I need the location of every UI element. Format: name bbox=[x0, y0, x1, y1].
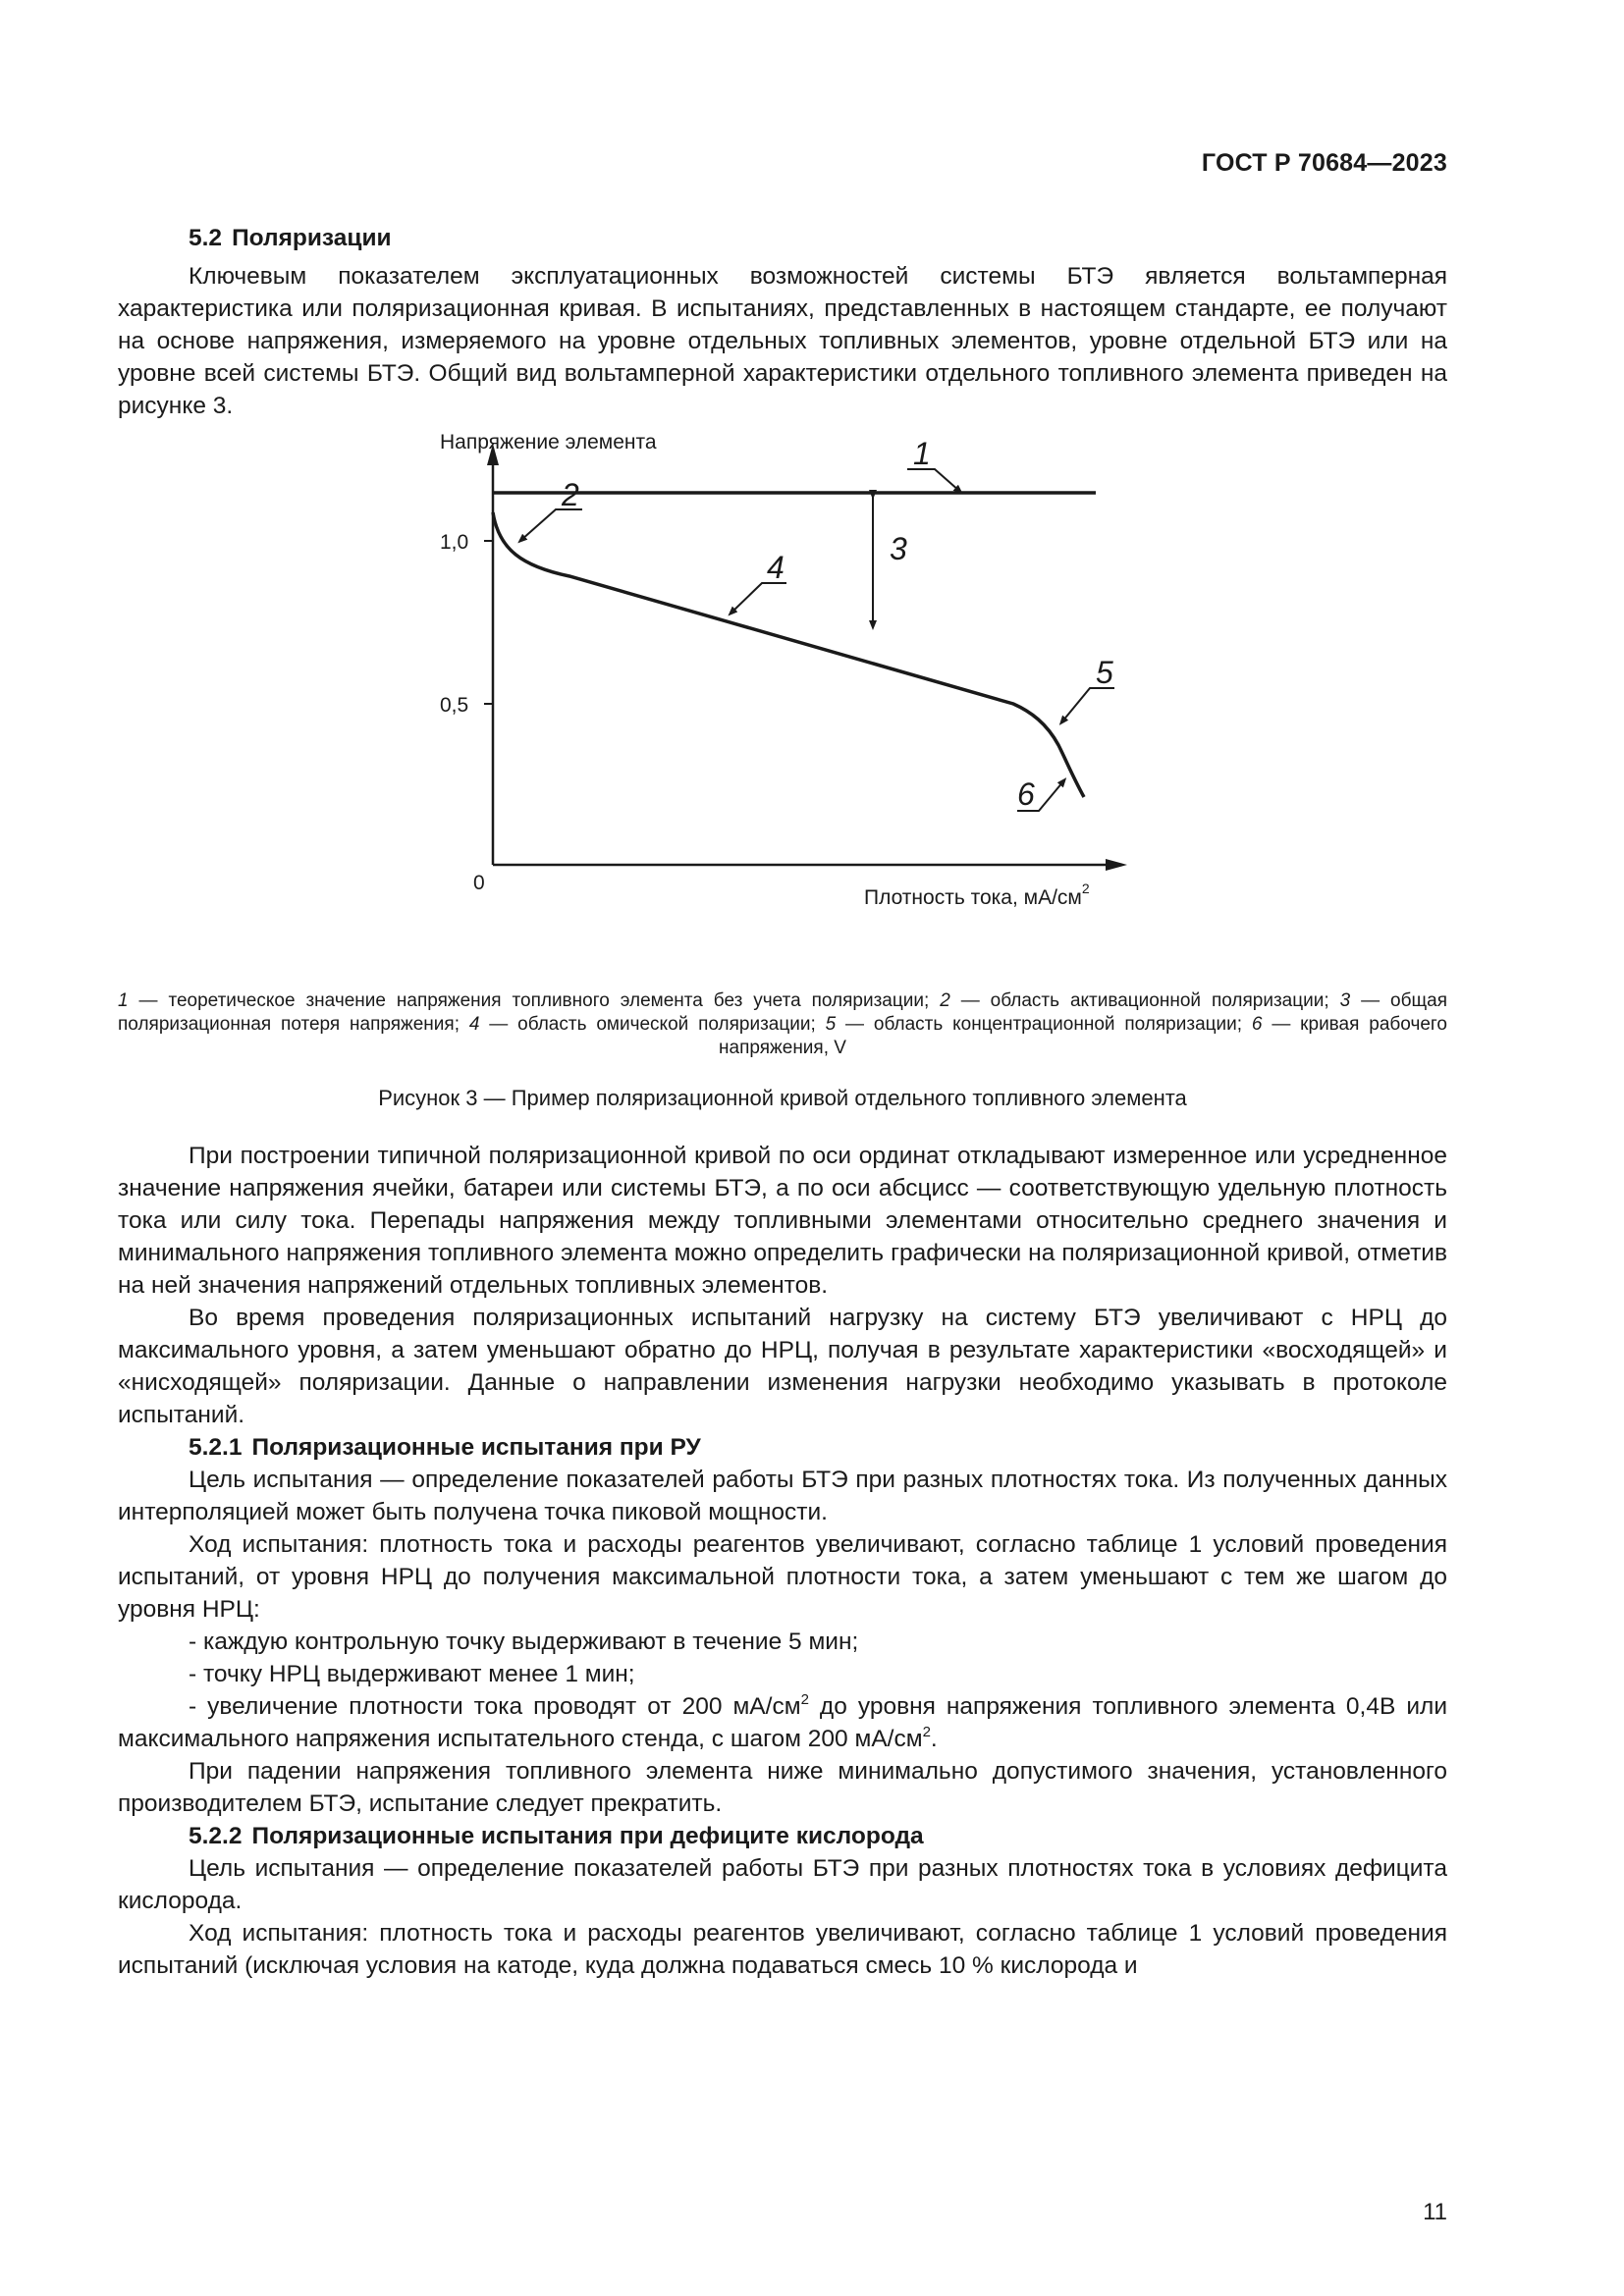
callout-1: 1 bbox=[913, 436, 931, 471]
list-item-3-part-a: - увеличение плотности тока проводят от 200 мА/см bbox=[189, 1693, 801, 1720]
y-axis-label: Напряжение элемента bbox=[440, 431, 657, 454]
document-header: ГОСТ Р 70684—2023 bbox=[1201, 149, 1447, 177]
polarization-chart bbox=[118, 430, 1447, 989]
polarization-curve bbox=[493, 512, 1084, 797]
polarization-figure bbox=[118, 430, 1447, 989]
x-axis-label-sup: 2 bbox=[1081, 881, 1090, 896]
legend-num-6: 6 bbox=[1251, 1014, 1263, 1035]
callout-4: 4 bbox=[767, 550, 785, 585]
list-item-3-part-c: . bbox=[930, 1726, 938, 1752]
subsection-1-paragraph-2: Ход испытания: плотность тока и расходы реагентов увеличивают, согласно таблице 1 условий проведения испытаний, от уровня НРЦ до получения максимальной плотности тока, а затем уменьшают с тем же шагом до уровня НРЦ: bbox=[118, 1531, 1447, 1623]
section-title: Поляризации bbox=[232, 225, 392, 251]
legend-text-3: — общая поляризационная потеря напряжения; bbox=[118, 990, 1447, 1035]
subsection-2-paragraph-1: Цель испытания — определение показателей работы БТЭ при разных плотностях тока в условиях дефицита кислорода. bbox=[118, 1855, 1447, 1914]
list-item-3-sup-1: 2 bbox=[800, 1691, 809, 1708]
figure-legend bbox=[118, 989, 1447, 1060]
list-item-2: - точку НРЦ выдерживают менее 1 мин; bbox=[189, 1661, 635, 1687]
subsection-number-2: 5.2.2 bbox=[189, 1823, 243, 1849]
section-number: 5.2 bbox=[189, 225, 223, 251]
x-axis-arrow bbox=[1106, 859, 1127, 871]
subsection-1-paragraph-3: При падении напряжения топливного элемента ниже минимально допустимого значения, установленного производителем БТЭ, испытание следует прекратить. bbox=[118, 1758, 1447, 1817]
paragraph-after-figure-1: При построении типичной поляризационной кривой по оси ординат откладывают измеренное или усредненное значение напряжения ячейки, батареи или системы БТЭ, а по оси абсцисс — соответствующую удельную плотность тока или силу тока. Перепады напряжения между топливными элементами относительно среднего значения и минимального напряжения топливного элемента можно определить графически на поляризационной кривой, отметив на ней значения напряжений отдельных топливных элементов. bbox=[118, 1143, 1447, 1299]
intro-paragraph: Ключевым показателем эксплуатационных возможностей системы БТЭ является вольтамперная характеристика или поляризационная кривая. В испытаниях, представленных в настоящем стандарте, ее получают на основе напряжения, измеряемого на уровне отдельных топливных элементов, уровне отдельной БТЭ или на уровне всей системы БТЭ. Общий вид вольтамперной характеристики отдельного топливного элемента приведен на рисунке 3. bbox=[118, 263, 1447, 419]
figure-caption: Рисунок 3 — Пример поляризационной кривой отдельного топливного элемента bbox=[378, 1086, 1187, 1110]
callout-3: 3 bbox=[890, 531, 907, 566]
page-number: 11 bbox=[1423, 2199, 1447, 2225]
callout-leader-1 bbox=[907, 469, 959, 491]
callout-leader-4 bbox=[731, 583, 786, 613]
legend-text-2: — область активационной поляризации; bbox=[949, 990, 1340, 1011]
subsection-title-2: Поляризационные испытания при дефиците кислорода bbox=[251, 1823, 924, 1849]
legend-num-1: 1 bbox=[118, 990, 129, 1011]
y-tick-label-0-5: 0,5 bbox=[440, 694, 469, 717]
list-item-3-sup-2: 2 bbox=[922, 1724, 931, 1740]
callout-leader-5 bbox=[1062, 688, 1114, 721]
legend-text-5: — область концентрационной поляризации; bbox=[836, 1014, 1252, 1035]
subsection-heading-1 bbox=[118, 1431, 1447, 1464]
paragraph-after-figure-2: Во время проведения поляризационных испытаний нагрузку на систему БТЭ увеличивают с НРЦ до максимального уровня, а затем уменьшают обратно до НРЦ, получая в результате характеристики «восходящей» и «нисходящей» поляризации. Данные о направлении изменения нагрузки необходимо указывать в протоколе испытаний. bbox=[118, 1305, 1447, 1428]
subsection-heading-2 bbox=[118, 1820, 1447, 1852]
legend-num-4: 4 bbox=[468, 1014, 480, 1035]
callout-leader-2 bbox=[521, 509, 582, 540]
legend-num-2: 2 bbox=[940, 990, 950, 1011]
callout-5: 5 bbox=[1096, 655, 1113, 690]
legend-text-4: — область омической поляризации; bbox=[479, 1014, 826, 1035]
list-item-1: - каждую контрольную точку выдерживают в течение 5 мин; bbox=[189, 1629, 859, 1655]
y-tick-label-1-0: 1,0 bbox=[440, 531, 469, 554]
origin-label: 0 bbox=[473, 872, 485, 894]
x-axis-label bbox=[864, 881, 1090, 909]
callout-2: 2 bbox=[562, 477, 579, 512]
legend-text-1: — теоретическое значение напряжения топливного элемента без учета поляризации; bbox=[128, 990, 941, 1011]
list-item-3-part-b: до уровня напряжения топливного элемента 0,4В или максимального напряжения испытательного стенда, с шагом 200 мА/см bbox=[118, 1693, 1448, 1752]
legend-num-5: 5 bbox=[825, 1014, 837, 1035]
legend-num-3: 3 bbox=[1339, 990, 1351, 1011]
subsection-title-1: Поляризационные испытания при РУ bbox=[251, 1434, 701, 1461]
subsection-number-1: 5.2.1 bbox=[189, 1434, 243, 1461]
callout-6: 6 bbox=[1017, 776, 1035, 812]
subsection-2-paragraph-2: Ход испытания: плотность тока и расходы реагентов увеличивают, согласно таблице 1 условий проведения испытаний (исключая условия на катоде, куда должна подаваться смесь 10 % кислорода и bbox=[118, 1920, 1447, 1979]
x-axis-label-text: Плотность тока, мА/см bbox=[864, 886, 1082, 909]
legend-text-6: — кривая рабочего напряжения, V bbox=[719, 1014, 1447, 1058]
page-content bbox=[118, 222, 1447, 1982]
section-heading bbox=[118, 222, 1447, 254]
list-item-3 bbox=[118, 1690, 1447, 1755]
subsection-1-paragraph-1: Цель испытания — определение показателей работы БТЭ при разных плотностях тока. Из полученных данных интерполяцией может быть получена точка пиковой мощности. bbox=[118, 1467, 1447, 1525]
